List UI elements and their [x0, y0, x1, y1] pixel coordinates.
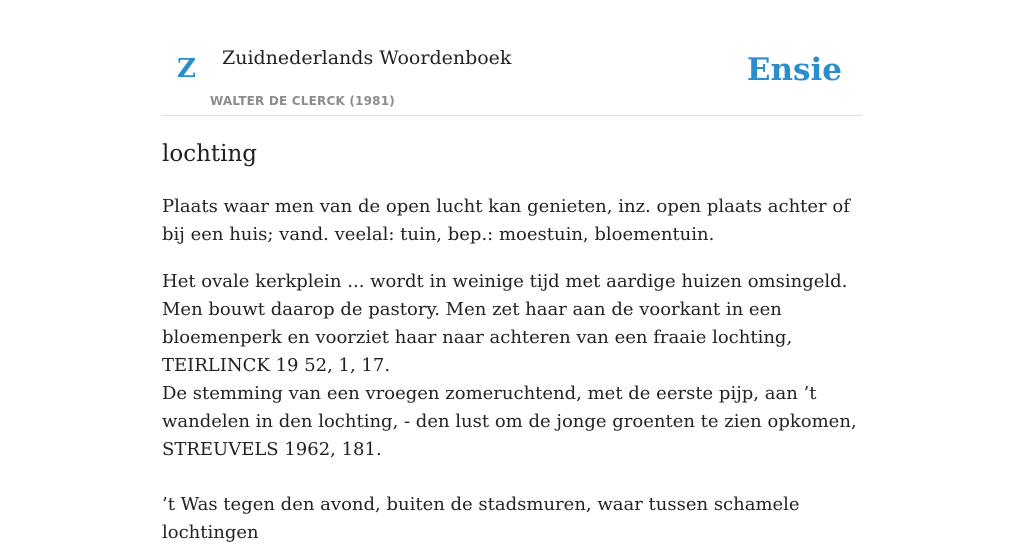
ensie-logo[interactable]: Ensie — [746, 52, 842, 88]
quote-paragraph: Het ovale kerkplein ... wordt in weinige tijd met aardige huizen omsingeld. Men bouwt daarop de pastory. Men zet haar aan de voorkant in een bloemenperk en voorziet haar naar achteren van een fraaie lochting, TEIRLINCK 19 52, 1, 17. — [162, 271, 848, 376]
page — [162, 0, 862, 543]
book-logo-icon[interactable]: Z — [177, 54, 196, 84]
book-author: WALTER DE CLERCK (1981) — [210, 94, 395, 108]
header — [162, 0, 862, 116]
quote-paragraph: ’t Was tegen den avond, buiten de stadsmuren, waar tussen schamele lochtingen — [162, 494, 800, 543]
definition-text: Plaats waar men van de open lucht kan genieten, inz. open plaats achter of bij een huis; vand. veelal: tuin, bep.: moestuin, bloementuin. — [162, 196, 850, 245]
quote-paragraph: De stemming van een vroegen zomeruchtend, met de eerste pijp, aan ’t wandelen in den lochting, - den lust om de jonge groenten te zien opkomen, STREUVELS 1962, 181. — [162, 383, 857, 460]
book-title-link[interactable]: Zuidnederlands Woordenboek — [222, 47, 512, 69]
page-title: lochting — [162, 141, 258, 167]
